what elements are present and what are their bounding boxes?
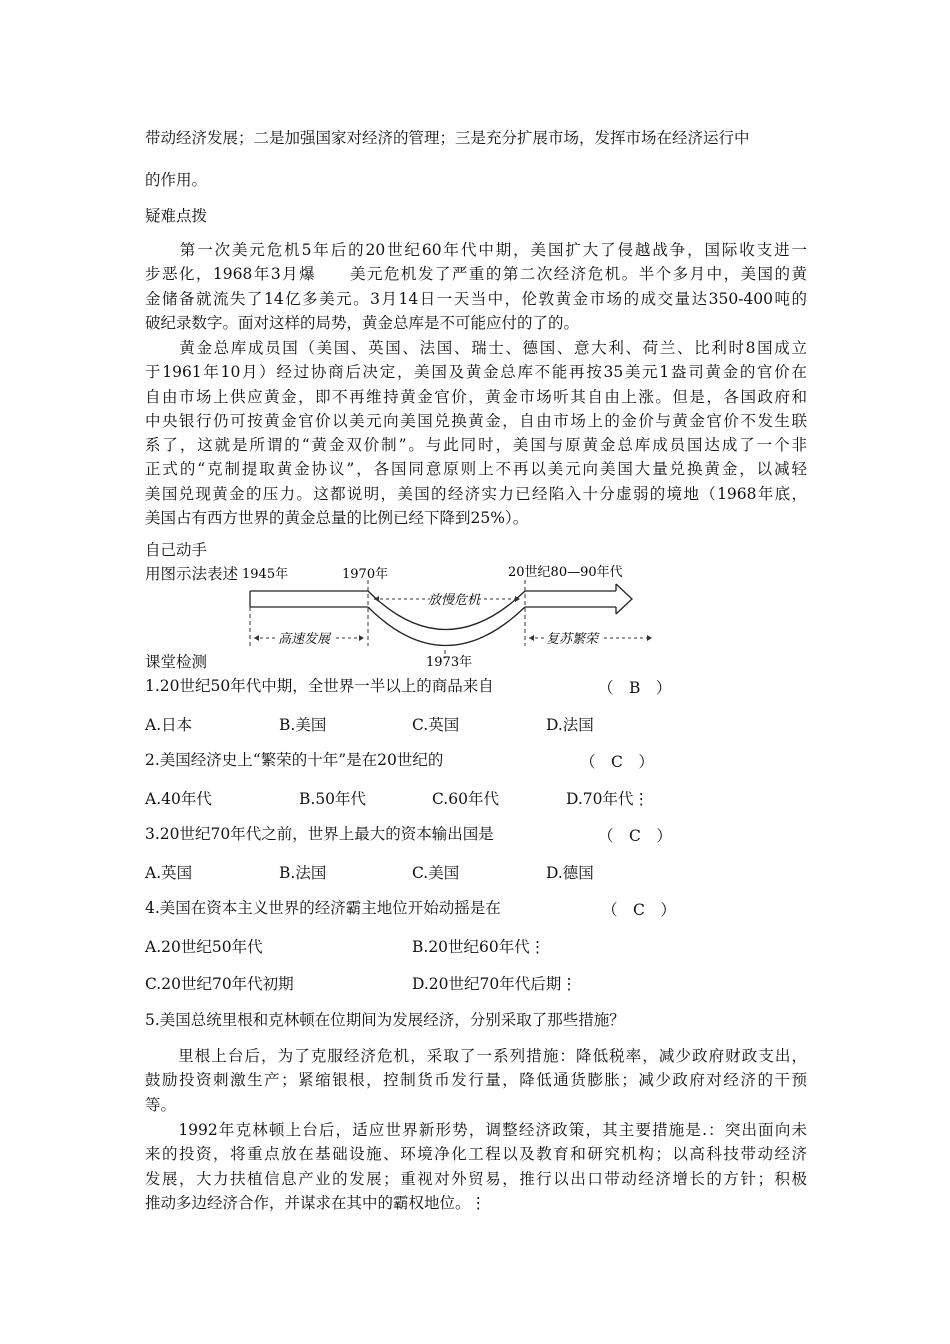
paragraph-line: 中央银行仍可按黄金官价以美元向美国兑换黄金，自由市场上的金价与黄金官价不发生联 xyxy=(145,411,807,430)
label-1945: 1945年 xyxy=(242,567,289,582)
paragraph-line: 黄金总库成员国（美国、英国、法国、瑞士、德国、意大利、荷兰、比利时8国成立 xyxy=(145,339,807,357)
paragraph-line: 里根上台后，为了克服经济危机，采取了一系列措施：降低税率，减少政府财政支出， xyxy=(145,1047,807,1065)
paragraph-line: 等。 xyxy=(145,1095,177,1114)
q3-option-b: B.法国 xyxy=(279,864,327,882)
q2-option-c: C.60年代 xyxy=(432,790,499,808)
q4-option-a: A.20世纪50年代 xyxy=(145,938,263,956)
difficulty-paragraph-2 xyxy=(145,336,807,530)
paragraph-line: 于1961年10月）经过协商后决定，美国及黄金总库不能再按35美元1盎司黄金的官价在 xyxy=(145,363,807,382)
question-5: 5.美国总统里根和克林顿在位期间为发展经济，分别采取了那些措施？ xyxy=(145,1011,625,1029)
label-slow-crisis: 放慢危机 xyxy=(428,593,481,608)
q2-option-a: A.40年代 xyxy=(145,790,212,808)
paragraph-line: 1992年克林顿上台后，适应世界新形势，调整经济政策，其主要措施是.：突出面向未 xyxy=(145,1121,807,1139)
label-80-90s: 20世纪80—90年代 xyxy=(508,565,623,580)
label-recovery: 复苏繁荣 xyxy=(546,632,599,647)
q1-option-a: A.日本 xyxy=(145,716,193,734)
q1-option-b: B.美国 xyxy=(279,716,327,734)
paragraph-line: 破纪录数字。面对这样的局势，黄金总库是不可能应付的了的。 xyxy=(145,313,580,332)
answer-4: （ C ） xyxy=(602,901,676,919)
paragraph-line: 正式的“克制提取黄金协议”，各国同意原则上不再以美元向美国大量兑换黄金，以减轻 xyxy=(145,460,807,479)
paragraph-line: 发展，大力扶植信息产业的发展；重视对外贸易，推行以出口带动经济增长的方针；积极 xyxy=(145,1169,807,1188)
intro-line-1: 带动经济发展；二是加强国家对经济的管理；三是充分扩展市场，发挥市场在经济运行中 xyxy=(145,129,750,147)
q5-answer-reagan xyxy=(145,1044,807,1117)
paragraph-line: 步恶化，1968年3月爆 美元危机发了严重的第二次经济危机。半个多月中，美国的黄 xyxy=(145,265,807,284)
q3-option-d: D.德国 xyxy=(546,864,594,882)
paragraph-line: 来的投资，将重点放在基础设施、环境净化工程以及教育和研究机构；以高科技带动经济 xyxy=(145,1145,807,1164)
paragraph-line: 鼓励投资刺激生产；紧缩银根，控制货币发行量，降低通货膨胀；减少政府对经济的干预 xyxy=(145,1071,807,1090)
q5-answer-clinton xyxy=(145,1118,807,1215)
question-1: 1.20世纪50年代中期，全世界一半以上的商品来自 xyxy=(145,677,494,695)
paragraph-line: 推动多边经济合作，并谋求在其中的霸权地位。⋮ xyxy=(145,1193,487,1212)
difficulty-heading: 疑难点拨 xyxy=(145,207,208,225)
paragraph-line: 系了，这就是所谓的“黄金双价制”。与此同时，美国与原黄金总库成员国达成了一个非 xyxy=(145,436,807,455)
q1-option-d: D.法国 xyxy=(546,716,594,734)
question-4: 4.美国在资本主义世界的经济霸主地位开始动摇是在 xyxy=(145,899,501,917)
paragraph-line: 金储备就流失了14亿多美元。3月14日一天当中，伦敦黄金市场的成交量达350-400吨的 xyxy=(145,289,807,308)
q2-option-b: B.50年代 xyxy=(299,790,367,808)
answer-1: （ B ） xyxy=(598,679,672,697)
paragraph-line: 第一次美元危机5年后的20世纪60年代中期，美国扩大了侵越战争，国际收支进一 xyxy=(145,241,807,259)
label-1973: 1973年 xyxy=(426,655,473,670)
test-heading: 课堂检测 xyxy=(145,653,208,671)
answer-2: （ C ） xyxy=(580,753,654,771)
intro-line-2: 的作用。 xyxy=(145,171,208,189)
answer-3: （ C ） xyxy=(598,827,672,845)
q3-option-c: C.美国 xyxy=(412,864,460,882)
label-rapid-growth: 高速发展 xyxy=(278,632,331,647)
question-3: 3.20世纪70年代之前，世界上最大的资本输出国是 xyxy=(145,825,494,843)
recovery-arrow xyxy=(525,584,632,614)
q4-option-b: B.20世纪60年代⋮ xyxy=(412,938,546,956)
question-2: 2.美国经济史上“繁荣的十年”是在20世纪的 xyxy=(145,751,444,769)
q3-option-a: A.英国 xyxy=(145,864,193,882)
paragraph-line: 美国兑现黄金的压力。这都说明，美国的经济实力已经陷入十分虚弱的境地（1968年底， xyxy=(145,484,807,503)
growth-band xyxy=(250,591,368,607)
paragraph-line: 自由市场上供应黄金，即不再维持黄金官价，黄金市场听其自由上涨。但是，各国政府和 xyxy=(145,387,807,406)
economic-cycle-diagram xyxy=(240,558,660,670)
q1-option-c: C.英国 xyxy=(412,716,460,734)
practice-prompt: 用图示法表述 xyxy=(145,565,239,583)
q4-option-d: D.20世纪70年代后期⋮ xyxy=(412,975,577,993)
difficulty-paragraph-1 xyxy=(145,238,807,335)
paragraph-line: 美国占有西方世界的黄金总量的比例已经下降到25%）。 xyxy=(145,509,529,528)
practice-heading: 自己动手 xyxy=(145,541,208,559)
label-1970: 1970年 xyxy=(342,567,389,582)
q2-option-d: D.70年代⋮ xyxy=(566,790,650,808)
q4-option-c: C.20世纪70年代初期 xyxy=(145,975,294,993)
